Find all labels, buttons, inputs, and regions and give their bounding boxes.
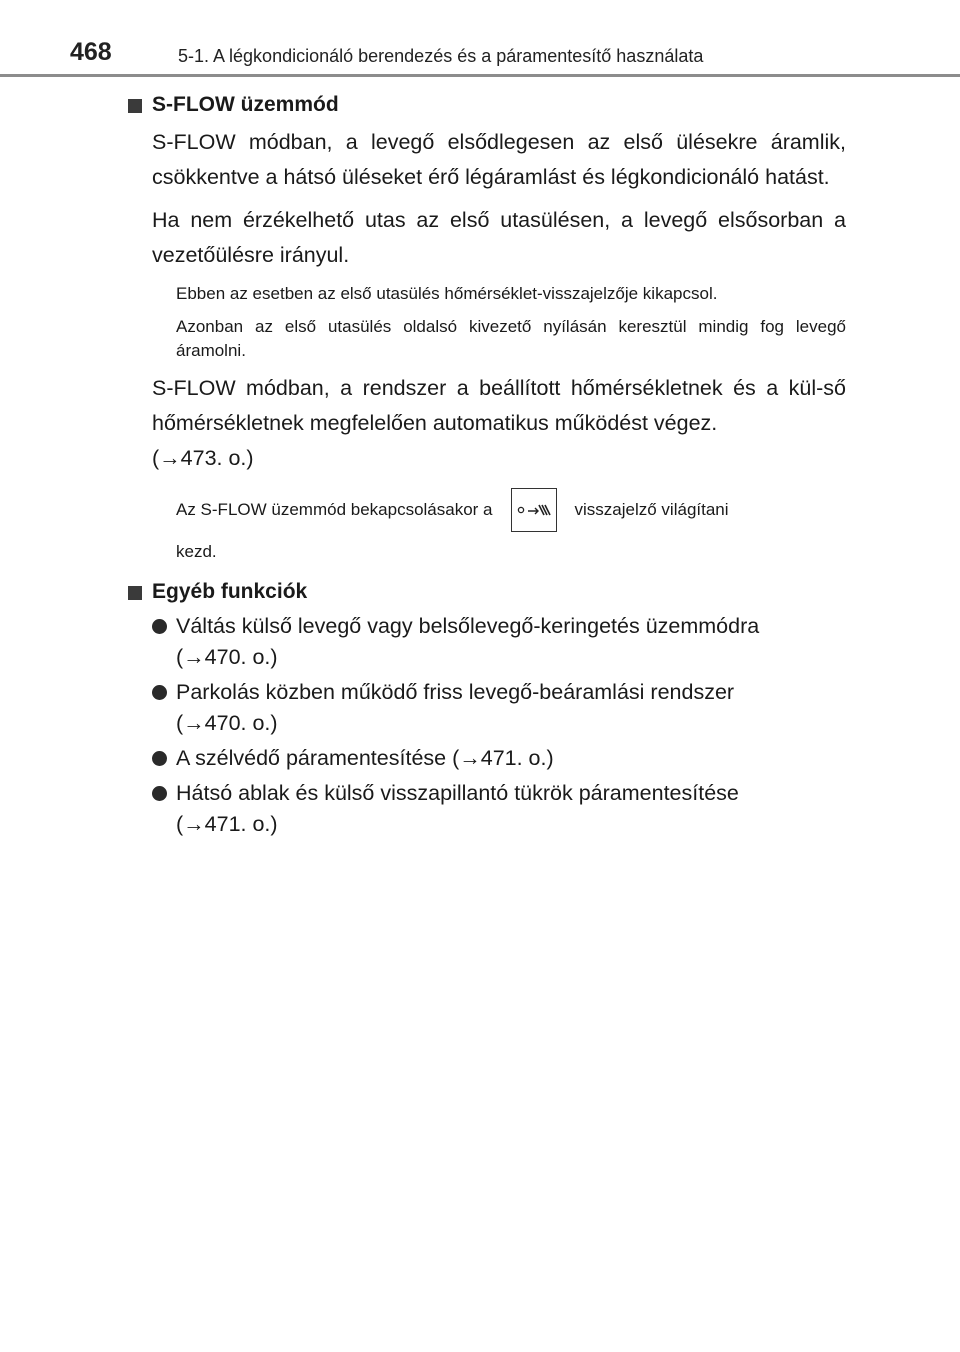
indicator-text-before: Az S-FLOW üzemmód bekapcsolásakor a: [176, 500, 493, 519]
section-heading-sflow: [128, 90, 846, 120]
bullet-icon: [152, 786, 167, 801]
page-reference: (→470. o.): [176, 645, 278, 669]
section-heading-other: [128, 577, 846, 607]
note: Ebben az esetben az első utasülés hőmérséklet-visszajelzője kikapcsol.: [176, 284, 718, 303]
bullet-icon: [152, 751, 167, 766]
bullet-icon: [152, 685, 167, 700]
paragraph: [152, 371, 846, 476]
page-reference: (→473. o.): [152, 446, 254, 470]
indicator-text-after: visszajelző világítani: [574, 500, 729, 519]
header-divider: [0, 74, 960, 77]
s-flow-indicator-icon: [511, 488, 557, 532]
page-header: [0, 0, 960, 80]
section-square-icon: [128, 99, 142, 113]
section-square-icon: [128, 586, 142, 600]
list-item: Hátsó ablak és külső visszapillantó tükrök páramentesítése (→471. o.): [152, 778, 846, 840]
paragraph: S-FLOW módban, a levegő elsődlegesen az első ülésekre áramlik, csökkentve a hátsó üléseket érő légáramlást és légkondicionáló hatást.: [152, 130, 846, 189]
section-heading-text: S-FLOW üzemmód: [152, 93, 339, 116]
section-heading-text: Egyéb funkciók: [152, 580, 308, 603]
list-item: Váltás külső levegő vagy belsőlevegő-keringetés üzemmódra (→470. o.): [152, 611, 846, 673]
page-content: [128, 90, 846, 840]
page-reference: (→470. o.): [176, 711, 278, 735]
list-item: Parkolás közben működő friss levegő-beáramlási rendszer (→470. o.): [152, 677, 846, 739]
note: Azonban az első utasülés oldalsó kivezető nyílásán keresztül mindig fog levegő áramolni.: [176, 317, 846, 360]
list-item: A szélvédő páramentesítése (→471. o.): [152, 743, 846, 774]
page-number: 468: [70, 38, 112, 66]
paragraph: Ha nem érzékelhető utas az első utasülésen, a levegő elsősorban a vezetőülésre irányul.: [152, 208, 846, 267]
bullet-icon: [152, 619, 167, 634]
page-reference: (→471. o.): [176, 812, 278, 836]
chapter-title: 5-1. A légkondicionáló berendezés és a páramentesítő használata: [178, 46, 704, 66]
indicator-note-end: kezd.: [176, 542, 217, 561]
paragraph-text: S-FLOW módban, a rendszer a beállított hőmérsékletnek és a kül-ső hőmérsékletnek megfelelően automatikus működést végez.: [152, 376, 846, 435]
indicator-note: [176, 488, 846, 532]
